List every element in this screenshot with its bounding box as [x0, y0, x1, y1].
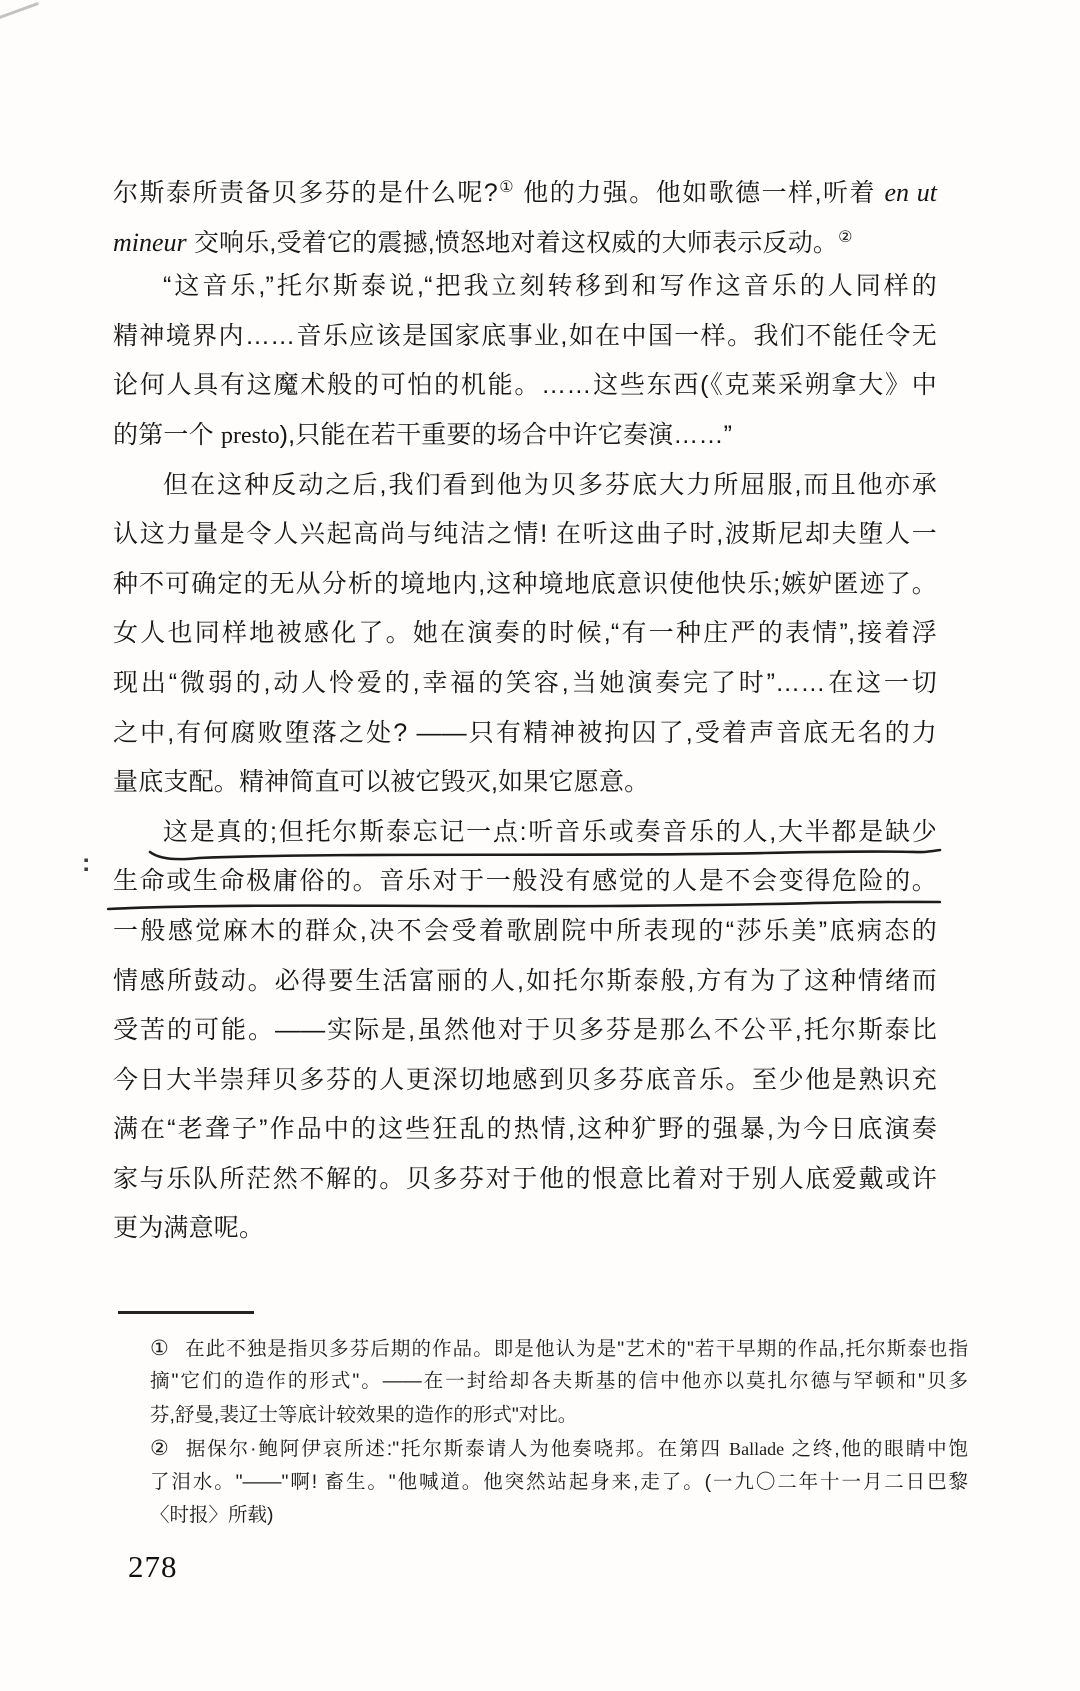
footnote-line	[150, 1399, 968, 1432]
text-line	[113, 907, 937, 957]
footnote-reference: ②	[838, 228, 853, 246]
text-line	[113, 510, 937, 560]
text-line	[113, 957, 937, 1007]
footnote-line	[150, 1466, 968, 1499]
text-line	[113, 758, 937, 808]
text-line	[113, 609, 937, 659]
text-line	[113, 1056, 937, 1106]
text-line	[113, 560, 937, 610]
text-segment: 女人也同样地被感化了。她在演奏的时候,“有一种庄严的表情”,接着浮	[113, 619, 937, 648]
text-segment: 生命或生命极庸俗的。音乐对于一般没有感觉的人是不会变得危险的。	[113, 867, 937, 896]
text-segment: 的第一个	[113, 420, 221, 449]
text-line	[113, 808, 937, 858]
body-text	[113, 163, 937, 1254]
text-segment: 今日大半崇拜贝多芬的人更深切地感到贝多芬底音乐。至少他是熟识充	[113, 1065, 937, 1094]
paragraph	[113, 163, 937, 262]
text-line	[113, 411, 937, 461]
text-line	[113, 163, 937, 213]
text-segment: en ut	[884, 178, 938, 207]
text-line	[113, 262, 937, 312]
scan-artifact	[0, 2, 39, 21]
paragraph	[113, 262, 937, 460]
footnote-line	[150, 1432, 968, 1465]
text-segment: 这是真的;但托尔斯泰忘记一点:听音乐或奏音乐的人,大半都是缺少	[163, 817, 937, 846]
text-segment: 量底支配。精神简直可以被它毁灭,如果它愿意。	[113, 768, 650, 797]
text-segment: 精神境界内……音乐应该是国家底事业,如在中国一样。我们不能任令无	[113, 321, 937, 350]
text-segment: 之终,他的眼睛中饱	[784, 1438, 968, 1461]
footnote-line	[150, 1499, 968, 1532]
text-segment: “这音乐,”托尔斯泰说,“把我立刻转移到和写作这音乐的人同样的	[163, 272, 937, 301]
text-segment: 摘"它们的造作的形式"。——在一封给却各夫斯基的信中他亦以莫扎尔德与罕顿和"贝多	[150, 1370, 968, 1393]
footnote-line	[150, 1332, 968, 1365]
text-segment: 受苦的可能。——实际是,虽然他对于贝多芬是那么不公平,托尔斯泰比	[113, 1016, 937, 1045]
footnote-reference: ①	[497, 179, 515, 196]
text-line	[113, 312, 937, 362]
text-segment: 家与乐队所茫然不解的。贝多芬对于他的恨意比着对于别人底爱戴或许	[113, 1164, 937, 1193]
footnote-rule	[118, 1311, 254, 1314]
footnotes	[150, 1332, 968, 1532]
text-segment: 〈时报〉所载)	[150, 1503, 274, 1526]
text-segment: 他的力强。他如歌德一样,听着	[514, 179, 885, 207]
paragraph	[113, 808, 937, 1254]
paragraph	[113, 461, 937, 808]
text-segment: mineur	[113, 227, 187, 257]
text-segment: 现出“微弱的,动人怜爱的,幸福的笑容,当她演奏完了时”……在这一切	[113, 668, 937, 697]
text-segment: 据保尔·鲍阿伊哀所述:"托尔斯泰请人为他奏哓邦。在第四	[184, 1438, 730, 1461]
text-line	[113, 1204, 937, 1254]
text-line	[113, 461, 937, 511]
text-segment: 种不可确定的无从分析的境地内,这种境地底意识使他快乐;嫉妒匿迹了。	[113, 569, 937, 598]
text-line	[113, 857, 937, 907]
footnote-line	[150, 1365, 968, 1398]
text-segment: 满在“老聋子”作品中的这些狂乱的热情,这种犷野的强暴,为今日底演奏	[113, 1115, 937, 1144]
text-segment: Ballade	[729, 1439, 785, 1460]
text-line	[113, 659, 937, 709]
text-segment: 芬,舒曼,裴辽士等底计较效果的造作的形式"对比。	[150, 1403, 578, 1426]
text-segment: ),只能在若干重要的场合中许它奏演……”	[279, 420, 733, 449]
text-segment: presto	[220, 422, 280, 449]
text-line	[113, 1105, 937, 1155]
text-segment: 认这力量是令人兴起高尚与纯洁之情! 在听这曲子时,波斯尼却夫堕人一	[113, 520, 937, 549]
margin-annotation: :	[82, 849, 91, 877]
text-line	[113, 709, 937, 759]
text-line	[113, 1006, 937, 1056]
text-segment: 尔斯泰所责备贝多芬的是什么呢?	[113, 179, 498, 207]
footnote-marker: ②	[150, 1437, 169, 1461]
text-segment: 情感所鼓动。必得要生活富丽的人,如托尔斯泰般,方有为了这种情绪而	[113, 966, 937, 995]
text-segment: 但在这种反动之后,我们看到他为贝多芬底大力所屈服,而且他亦承	[163, 470, 937, 499]
text-line	[113, 361, 937, 411]
text-segment: 交响乐,受着它的震撼,愤怒地对着这权威的大师表示反动。	[186, 228, 839, 257]
text-line	[113, 213, 937, 263]
text-segment: 之中,有何腐败堕落之处? ——只有精神被拘囚了,受着声音底无名的力	[113, 718, 937, 747]
text-segment: 更为满意呢。	[113, 1214, 265, 1243]
page-number: 278	[128, 1549, 178, 1584]
text-segment: 了泪水。"——"啊! 畜生。"他喊道。他突然站起身来,走了。(一九〇二年十一月二日巴黎	[150, 1470, 968, 1493]
footnote-marker: ①	[150, 1337, 169, 1360]
text-line	[113, 1155, 937, 1205]
text-segment: 一般感觉麻木的群众,决不会受着歌剧院中所表现的“莎乐美”底病态的	[113, 916, 937, 945]
text-segment: 在此不独是指贝多芬后期的作品。即是他认为是"艺术的"若干早期的作品,托尔斯泰也指	[184, 1338, 968, 1360]
text-segment: 论何人具有这魔术般的可怕的机能。……这些东西(《克莱采朔拿大》中	[113, 371, 937, 400]
